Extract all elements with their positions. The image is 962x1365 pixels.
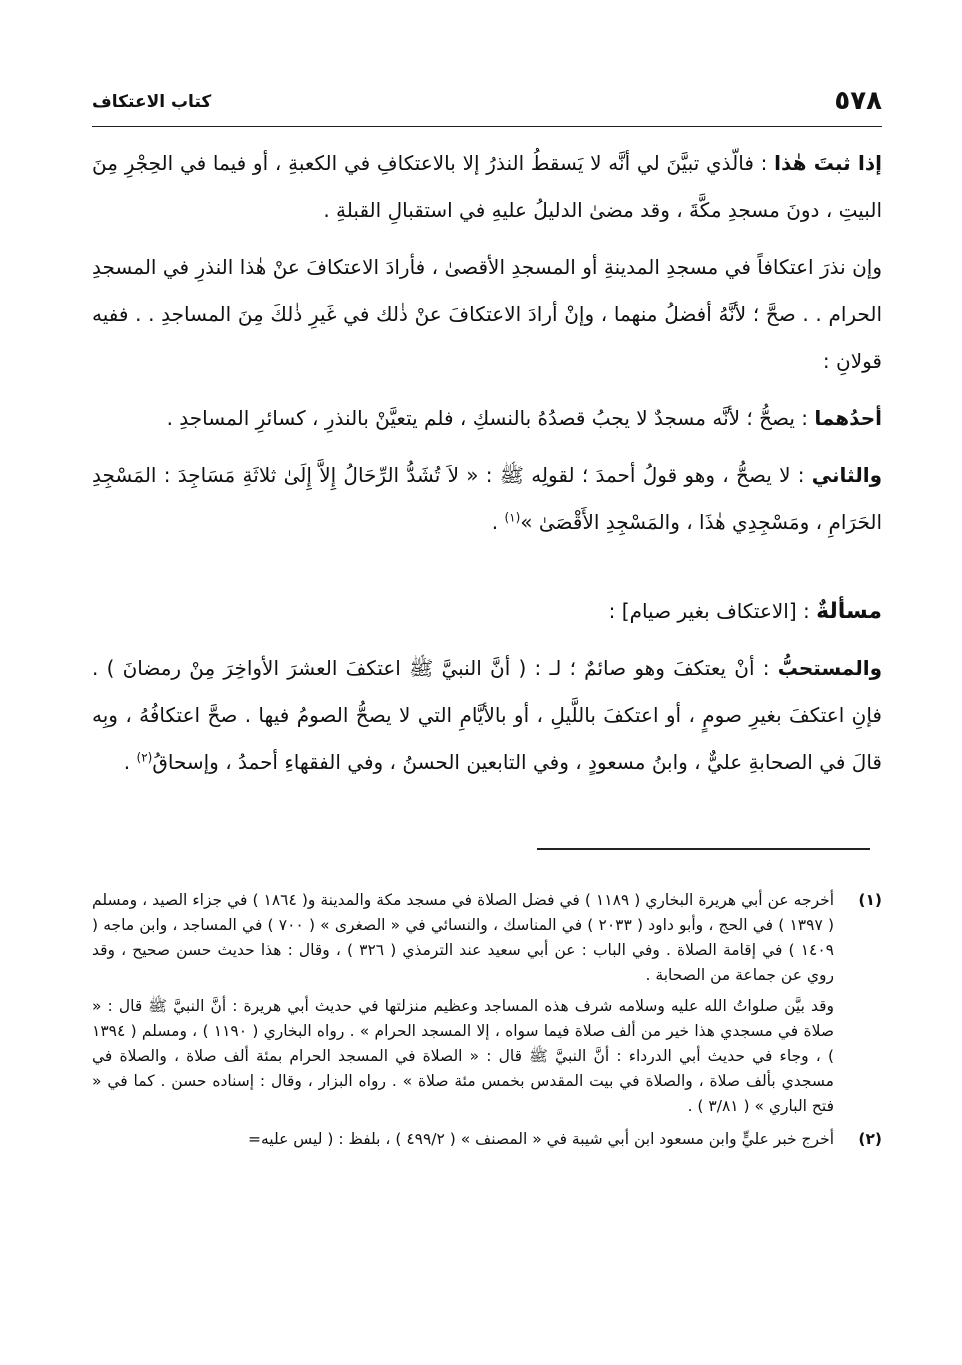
page-number: ٥٧٨	[834, 86, 882, 116]
section-heading	[92, 588, 882, 635]
running-title: كتاب الاعتكاف	[92, 92, 212, 112]
paragraph-3-text: : يصحُّ ؛ لأنَّه مسجدٌ لا يجبُ قصدُهُ بالنسكِ ، فلم يتعيَّنْ بالنذرِ ، كسائرِ المساجدِ .	[166, 406, 815, 430]
paragraph-2	[92, 244, 882, 385]
paragraph-4	[92, 452, 882, 546]
section-heading-lead: مسألةٌ	[816, 599, 882, 624]
section-heading-text: : [الاعتكاف بغير صيام] :	[608, 599, 817, 623]
footnotes	[92, 888, 882, 1160]
footnote-2	[92, 1127, 882, 1158]
paragraph-5-lead: والمستحبُّ	[777, 656, 882, 680]
paragraph-5-end: .	[123, 750, 137, 774]
paragraph-4-lead: والثاني	[811, 463, 882, 487]
footnote-1	[92, 888, 882, 1125]
paragraph-4-end: .	[491, 510, 505, 534]
footnote-1-paragraph-1: أخرجه عن أبي هريرة البخاري ( ١١٨٩ ) في فضل الصلاة في مسجد مكة والمدينة و( ١٨٦٤ ) في جزاء الصيد ، ومسلم ( ١٣٩٧ ) في الحج ، وأبو داود ( ٢٠٣٣ ) في المناسك ، والنسائي في « الصغرى » ( ٧٠٠ ) في المساجد ، وابن ماجه ( ١٤٠٩ ) في إقامة الصلاة . وفي الباب : عن أبي سعيد عند الترمذي ( ٣٢٦ ) ، وقال : هذا حديث حسن صحيح ، وقد روي عن جماعة من الصحابة .	[92, 891, 835, 984]
paragraph-1-text: : فالّذي تبيَّنَ لي أنَّه لا يَسقطُ النذرُ إلا بالاعتكافِ في الكعبةِ ، أو فيما في الحِجْرِ مِنَ البيتِ ، دونَ مسجدِ مكَّةَ ، وقد مضىٰ الدليلُ عليهِ في استقبالِ القبلةِ .	[92, 151, 882, 222]
paragraph-1	[92, 140, 882, 234]
paragraph-4-text: : لا يصحُّ ، وهو قولُ أحمدَ ؛ لقولِه ﷺ : « لاَ تُشَدُّ الرِّحَالُ إِلاَّ إِلَىٰ ثلاثَةِ مَسَاجِدَ : المَسْجِدِ الحَرَامِ ، ومَسْجِدِي هٰذَا ، والمَسْجِدِ الأَقْصَىٰ »	[92, 463, 882, 534]
footnote-separator	[537, 848, 870, 850]
footnote-ref-1[interactable]: (١)	[504, 510, 521, 525]
paragraph-3-lead: أحدُهما	[814, 406, 882, 430]
paragraph-1-lead: إذا ثبتَ هٰذا	[774, 151, 882, 175]
paragraph-2-text: وإن نذرَ اعتكافاً في مسجدِ المدينةِ أو المسجدِ الأقصىٰ ، فأرادَ الاعتكافَ عنْ هٰذا النذرِ في المسجدِ الحرام . . صحَّ ؛ لأنَّهُ أفضلُ منهما ، وإنْ أرادَ الاعتكافَ عنْ ذٰلك في غَيرِ ذٰلكَ مِنَ المساجدِ . . ففيه قولانِ :	[92, 255, 882, 373]
page-header	[92, 86, 882, 127]
footnote-1-body	[92, 888, 834, 1125]
footnote-1-paragraph-2: وقد بيَّن صلواتُ الله عليه وسلامه شرف هذه المساجد وعظيم منزلتها في حديث أبي هريرة : أنَّ النبيَّ ﷺ قال : « صلاة في مسجدي هذا خير من ألف صلاة فيما سواه ، إلا المسجد الحرام » . رواه البخاري ( ١١٩٠ ) ، ومسلم ( ١٣٩٤ ) ، وجاء في حديث أبي الدرداء : أنَّ النبيَّ ﷺ قال : « الصلاة في المسجد الحرام بمئة ألف صلاة ، والصلاة في مسجدي بألف صلاة ، والصلاة في بيت المقدس بخمس مئة صلاة » . رواه البزار ، وقال : إسناده حسن . كما في « فتح الباري » ( ٣/٨١ ) .	[92, 997, 834, 1115]
footnote-2-number: (٢)	[858, 1130, 882, 1148]
main-text	[92, 140, 882, 796]
footnote-2-paragraph-1: أخرج خبر عليٍّ وابن مسعود ابن أبي شيبة في « المصنف » ( ٤٩٩/٢ ) ، بلفظ : ( ليس عليه=	[248, 1130, 834, 1148]
paragraph-3	[92, 395, 882, 442]
paragraph-5-text: : أنْ يعتكفَ وهو صائمٌ ؛ لـ : ( أنَّ النبيَّ ﷺ اعتكفَ العشرَ الأواخِرَ مِنْ رمضانَ ) . فإنِ اعتكفَ بغيرِ صومٍ ، أو اعتكفَ باللَّيلِ ، أو بالأيَّامِ التي لا يصحُّ الصومُ فيها . صحَّ اعتكافُهُ ، وبِه قالَ في الصحابةِ عليٌّ ، وابنُ مسعودٍ ، وفي التابعين الحسنُ ، وفي الفقهاءِ أحمدُ ، وإسحاقُ	[92, 656, 882, 774]
footnote-ref-2[interactable]: (٢)	[136, 750, 153, 765]
footnote-2-body	[92, 1127, 834, 1158]
footnote-1-number: (١)	[858, 891, 882, 909]
paragraph-5	[92, 645, 882, 786]
